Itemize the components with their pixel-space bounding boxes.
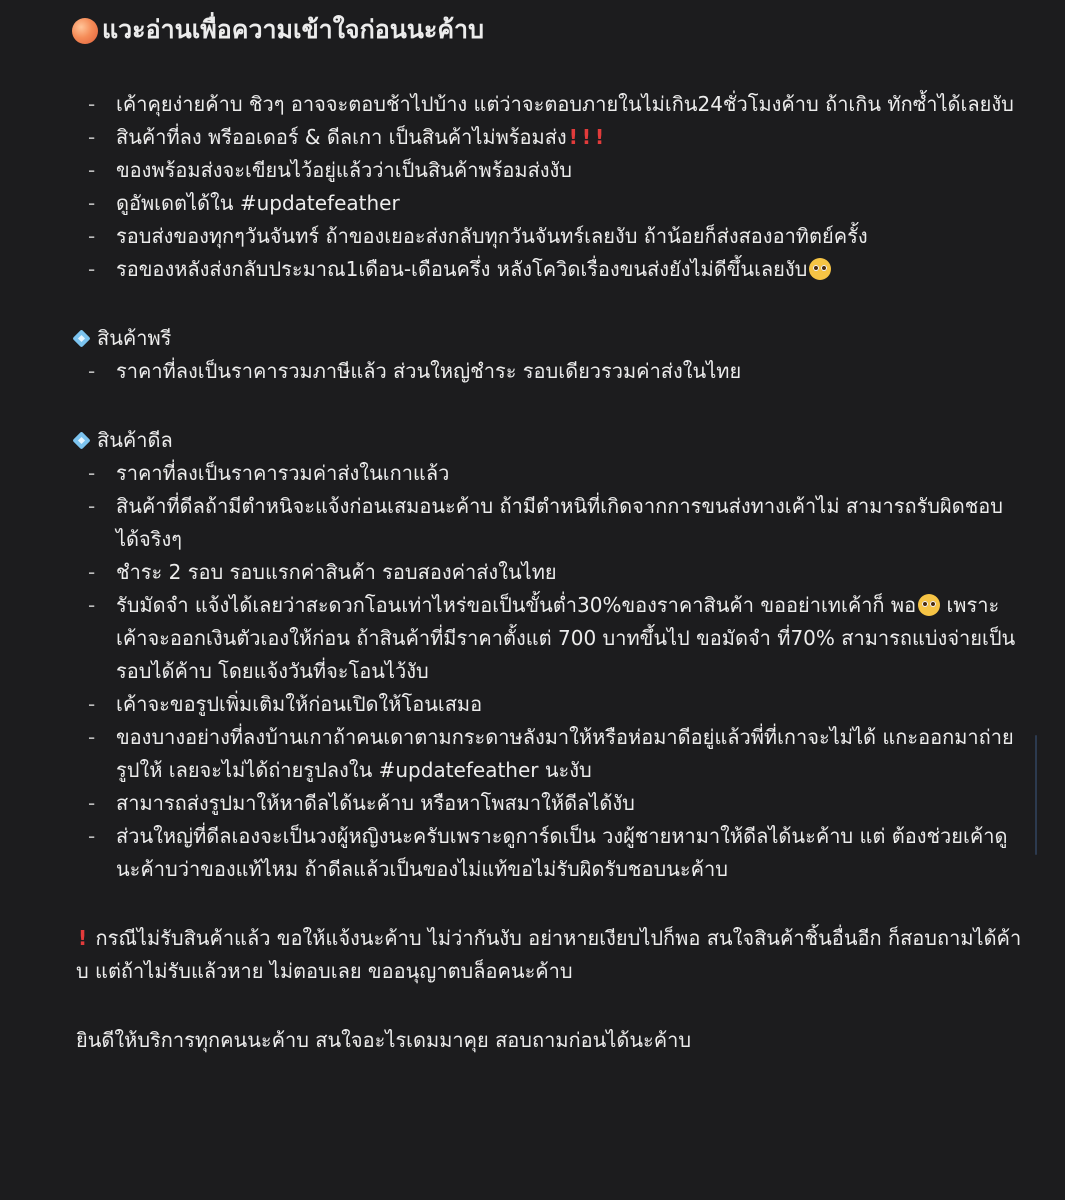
bullet-dash: - bbox=[88, 593, 96, 617]
warning-text: กรณีไม่รับสินค้าแล้ว ขอให้แจ้งนะค้าบ ไม่ว่ากันงับ อย่าหายเงียบไปก็พอ สนใจสินค้าชิ้นอื่นอีก ก็สอบถามได้ค้าบ แต่ถ้าไม่รับแล้วหาย ไม่ตอบเลย ขออนุญาตบล็อคนะค้าบ bbox=[76, 926, 1022, 983]
list-item-text: รับมัดจำ แจ้งได้เลยว่าสะดวกโอนเท่าไหร่ขอเป็นขั้นต่ำ30%ของราคาสินค้า ขออย่าเทเค้าก็ พอ bbox=[116, 593, 917, 617]
bullet-dash: - bbox=[88, 824, 96, 848]
exclamation-icon: ! bbox=[594, 125, 605, 149]
page-title bbox=[72, 10, 1025, 50]
bullet-dash: - bbox=[88, 125, 96, 149]
diamond-icon bbox=[72, 329, 91, 348]
list-item-text: รอของหลังส่งกลับประมาณ1เดือน-เดือนครึ่ง หลังโควิดเรื่องขนส่งยังไม่ดีขึ้นเลยงับ bbox=[116, 257, 808, 281]
warning-paragraph bbox=[72, 922, 1025, 988]
bullet-dash: - bbox=[88, 560, 96, 584]
bullet-dash: - bbox=[88, 791, 96, 815]
list-item bbox=[72, 787, 1025, 820]
exclamation-icon: ! bbox=[568, 125, 578, 149]
bullet-dash: - bbox=[88, 725, 96, 749]
closing-text: ยินดีให้บริการทุกคนนะค้าบ สนใจอะไรเดมมาคุย สอบถามก่อนได้นะค้าบ bbox=[76, 1028, 692, 1052]
bullet-dash: - bbox=[88, 158, 96, 182]
intro-list bbox=[72, 88, 1025, 286]
list-item-text: เพราะเค้าจะออกเงินตัวเองให้ก่อน ถ้าสินค้าที่มีราคาตั้งแต่ 700 บาทขึ้นไป ขอมัดจำ ที่70% สามารถแบ่งจ่ายเป็นรอบได้ค้าบ โดยแจ้งวันที่จะโอนไว้งับ bbox=[116, 593, 1016, 683]
list-item bbox=[72, 253, 1025, 286]
section-heading bbox=[72, 424, 1025, 457]
scroll-indicator[interactable] bbox=[1035, 735, 1037, 855]
list-item bbox=[72, 721, 1025, 787]
list-item-text: รอบส่งของทุกๆวันจันทร์ ถ้าของเยอะส่งกลับทุกวันจันทร์เลยงับ ถ้าน้อยก็ส่งสองอาทิตย์ครั้ง bbox=[116, 224, 868, 248]
list-item bbox=[72, 154, 1025, 187]
section-heading-text: สินค้าพรี bbox=[97, 326, 172, 350]
bullet-dash: - bbox=[88, 692, 96, 716]
list-item-text: ราคาที่ลงเป็นราคารวมภาษีแล้ว ส่วนใหญ่ชำระ รอบเดียวรวมค่าส่งในไทย bbox=[116, 359, 742, 383]
pre-order-section bbox=[72, 322, 1025, 388]
list-item-text: ของพร้อมส่งจะเขียนไว้อยู่แล้วว่าเป็นสินค้าพร้อมส่งงับ bbox=[116, 158, 573, 182]
bullet-dash: - bbox=[88, 494, 96, 518]
list-item-text: ดูอัพเดตได้ใน #updatefeather bbox=[116, 191, 400, 215]
list-item bbox=[72, 355, 1025, 388]
pre-order-list bbox=[72, 355, 1025, 388]
list-item-text: ชำระ 2 รอบ รอบแรกค่าสินค้า รอบสองค่าส่งในไทย bbox=[116, 560, 557, 584]
section-heading bbox=[72, 322, 1025, 355]
list-item-text: สินค้าที่ดีลถ้ามีตำหนิจะแจ้งก่อนเสมอนะค้าบ ถ้ามีตำหนิที่เกิดจากการขนส่งทางเค้าไม่ สามารถรับผิดชอบได้จริงๆ bbox=[116, 494, 1003, 551]
list-item bbox=[72, 490, 1025, 556]
peach-icon bbox=[72, 18, 98, 44]
deal-section bbox=[72, 424, 1025, 886]
pleading-face-icon bbox=[809, 258, 831, 280]
bullet-dash: - bbox=[88, 461, 96, 485]
pleading-face-icon bbox=[918, 594, 940, 616]
bullet-dash: - bbox=[88, 191, 96, 215]
list-item bbox=[72, 688, 1025, 721]
list-item bbox=[72, 457, 1025, 490]
exclamation-icon: ! bbox=[581, 125, 591, 149]
bullet-dash: - bbox=[88, 257, 96, 281]
diamond-icon bbox=[72, 431, 91, 450]
list-item bbox=[72, 121, 1025, 154]
list-item bbox=[72, 187, 1025, 220]
exclamation-icon: ! bbox=[78, 926, 88, 950]
list-item bbox=[72, 820, 1025, 886]
list-item-text: ราคาที่ลงเป็นราคารวมค่าส่งในเกาแล้ว bbox=[116, 461, 450, 485]
list-item-text: เค้าจะขอรูปเพิ่มเติมให้ก่อนเปิดให้โอนเสมอ bbox=[116, 692, 483, 716]
list-item-text: ของบางอย่างที่ลงบ้านเกาถ้าคนเดาตามกระดาษลังมาให้หรือห่อมาดีอยู่แล้วพี่ที่เกาจะไม่ได้ แกะออกมาถ่ายรูปให้ เลยจะไม่ได้ถ่ายรูปลงใน #updatefeather นะงับ bbox=[116, 725, 1014, 782]
list-item-text: สามารถส่งรูปมาให้หาดีลได้นะค้าบ หรือหาโพสมาให้ดีลได้งับ bbox=[116, 791, 635, 815]
bullet-dash: - bbox=[88, 359, 96, 383]
list-item-text: ส่วนใหญ่ที่ดีลเองจะเป็นวงผู้หญิงนะครับเพราะดูการ์ดเป็น วงผู้ชายหามาให้ดีลได้นะค้าบ แต่ ต้องช่วยเค้าดูนะค้าบว่าของแท้ไหม ถ้าดีลแล้วเป็นของไม่แท้ขอไม่รับผิดรับชอบนะค้าบ bbox=[116, 824, 1008, 881]
list-item bbox=[72, 220, 1025, 253]
deal-list bbox=[72, 457, 1025, 886]
list-item bbox=[72, 556, 1025, 589]
page-title-text: แวะอ่านเพื่อความเข้าใจก่อนนะค้าบ bbox=[102, 15, 484, 44]
bullet-dash: - bbox=[88, 92, 96, 116]
section-heading-text: สินค้าดีล bbox=[97, 428, 173, 452]
closing-paragraph bbox=[72, 1024, 1025, 1057]
bullet-dash: - bbox=[88, 224, 96, 248]
list-item-text: เค้าคุยง่ายค้าบ ชิวๆ อาจจะตอบช้าไปบ้าง แต่ว่าจะตอบภายในไม่เกิน24ชั่วโมงค้าบ ถ้าเกิน ทักซ้ำได้เลยงับ bbox=[116, 92, 1014, 116]
list-item bbox=[72, 589, 1025, 688]
list-item bbox=[72, 88, 1025, 121]
list-item-text: สินค้าที่ลง พรีออเดอร์ & ดีลเกา เป็นสินค้าไม่พร้อมส่ง bbox=[116, 125, 567, 149]
